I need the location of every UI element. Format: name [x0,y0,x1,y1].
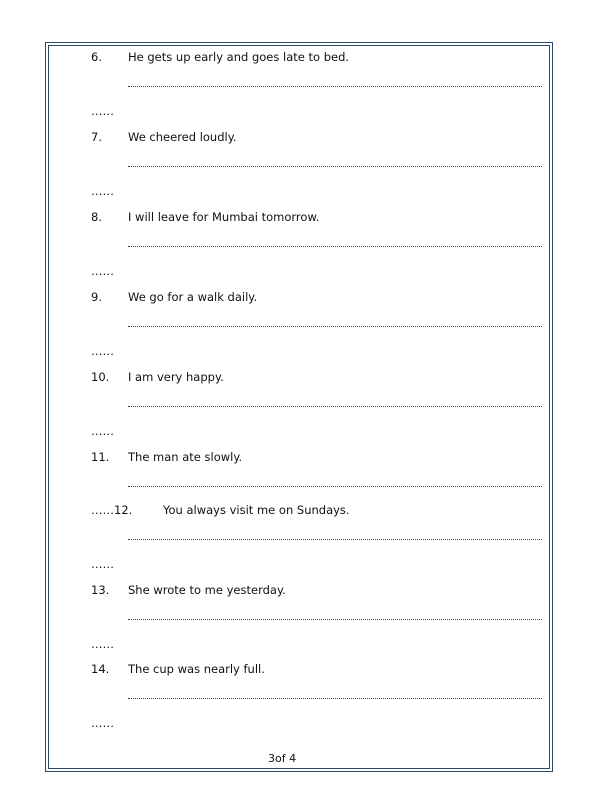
question-text: I will leave for Mumbai tomorrow. [128,210,320,224]
question-text: The man ate slowly. [128,450,243,464]
answer-line[interactable] [128,404,542,407]
item-number: 7. [91,130,102,144]
answer-line-tail: …… [91,104,114,118]
answer-line-tail: …… [91,344,114,358]
answer-line[interactable] [128,484,542,487]
answer-line[interactable] [128,324,542,327]
answer-line-tail: …… [91,184,114,198]
item-number: 11. [91,450,110,464]
question-text: I am very happy. [128,370,224,384]
question-text: We go for a walk daily. [128,290,258,304]
answer-line-tail: …… [91,716,114,730]
item-number: 10. [91,370,110,384]
answer-line-tail: …… [91,424,114,438]
question-text: We cheered loudly. [128,130,237,144]
page-number: 3of 4 [268,752,297,765]
question-text: You always visit me on Sundays. [163,503,350,517]
item-number: 13. [91,583,110,597]
item-number: 14. [91,662,110,676]
page-border [45,42,553,772]
answer-line[interactable] [128,244,542,247]
answer-line-tail: …… [91,557,114,571]
answer-line-tail: …… [91,637,114,651]
question-text: The cup was nearly full. [128,662,265,676]
answer-line[interactable] [128,164,542,167]
answer-line-tail: ……12. [91,503,133,517]
item-number: 8. [91,210,102,224]
item-number: 9. [91,290,102,304]
item-number: 6. [91,50,102,64]
answer-line[interactable] [128,617,542,620]
question-text: He gets up early and goes late to bed. [128,50,350,64]
question-text: She wrote to me yesterday. [128,583,286,597]
answer-line[interactable] [128,84,542,87]
answer-line[interactable] [128,696,542,699]
answer-line-tail: …… [91,264,114,278]
answer-line[interactable] [128,537,542,540]
